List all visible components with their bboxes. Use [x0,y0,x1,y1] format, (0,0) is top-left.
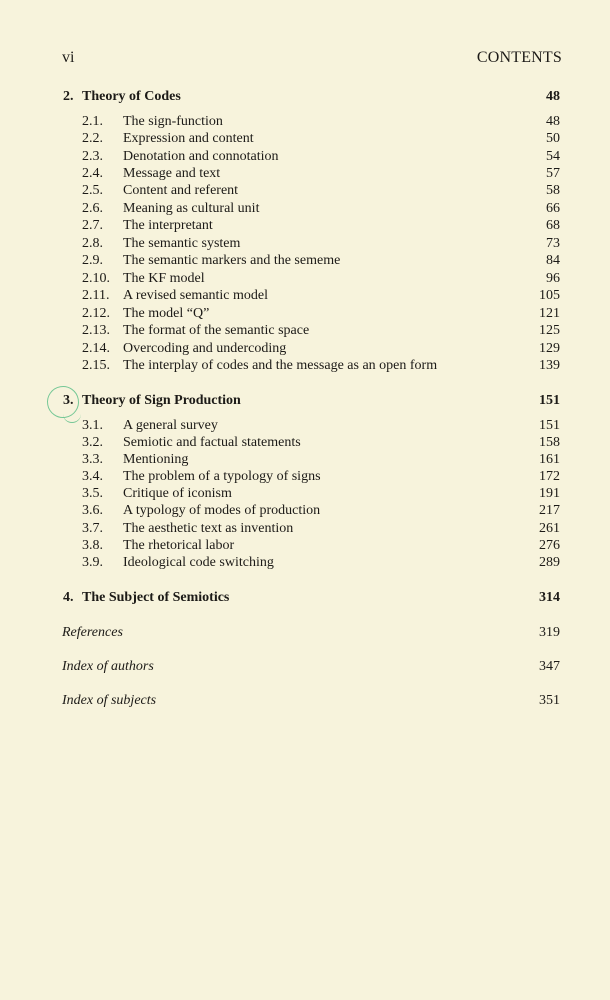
section-entry-number: 2.4. [82,166,103,181]
section-entry-title: The interplay of codes and the message as an open form [123,358,438,373]
section-entry-page: 68 [546,218,560,233]
section-entry-title: The format of the semantic space [123,323,310,338]
section-entry-page: 261 [539,521,560,536]
section-entry [0,537,610,555]
section-entry-title: The semantic system [123,236,241,251]
section-entry-page: 129 [539,341,560,356]
section-entry [0,554,610,572]
section-entry-page: 151 [539,418,560,433]
chapter-entry [0,589,610,607]
chapter-entry-page: 48 [546,89,560,104]
section-entry-page: 96 [546,271,560,286]
section-entry-number: 2.7. [82,218,103,233]
chapter-entry [0,392,610,410]
section-entry-number: 3.2. [82,435,103,450]
section-entry-number: 2.14. [82,341,110,356]
section-entry-title: Ideological code switching [123,555,274,570]
section-entry-number: 2.12. [82,306,110,321]
section-entry-page: 191 [539,486,560,501]
section-entry-number: 3.1. [82,418,103,433]
section-entry-number: 2.13. [82,323,110,338]
section-entry [0,235,610,253]
section-entry-number: 2.1. [82,114,103,129]
chapter-entry-number: 3. [63,393,74,408]
section-entry-page: 289 [539,555,560,570]
section-entry-number: 2.6. [82,201,103,216]
chapter-entry-title: Theory of Codes [82,89,181,104]
section-entry [0,322,610,340]
back-matter-entry-page: 351 [539,693,560,708]
section-entry-page: 161 [539,452,560,467]
section-entry-number: 2.9. [82,253,103,268]
section-entry-title: Message and text [123,166,221,181]
section-entry [0,340,610,358]
section-entry-number: 3.4. [82,469,103,484]
section-entry-number: 2.8. [82,236,103,251]
section-entry-title: Critique of iconism [123,486,232,501]
section-entry-page: 66 [546,201,560,216]
section-entry [0,270,610,288]
section-entry-title: The rhetorical labor [123,538,235,553]
section-entry-number: 3.5. [82,486,103,501]
section-entry-page: 54 [546,149,560,164]
section-entry [0,217,610,235]
section-entry-title: Semiotic and factual statements [123,435,301,450]
section-entry-title: The semantic markers and the sememe [123,253,341,268]
section-entry-page: 73 [546,236,560,251]
section-entry-page: 121 [539,306,560,321]
chapter-entry [0,88,610,106]
section-entry [0,182,610,200]
section-entry-number: 3.8. [82,538,103,553]
section-entry-page: 276 [539,538,560,553]
section-entry-title: The aesthetic text as invention [123,521,294,536]
section-entry-title: Denotation and connotation [123,149,279,164]
section-entry [0,451,610,469]
back-matter-entry-page: 347 [539,659,560,674]
section-entry [0,148,610,166]
section-entry-number: 3.3. [82,452,103,467]
section-entry-page: 158 [539,435,560,450]
section-entry-page: 84 [546,253,560,268]
chapter-entry-number: 2. [63,89,74,104]
running-title: CONTENTS [476,49,562,66]
section-entry-page: 57 [546,166,560,181]
back-matter-entry-title: Index of subjects [62,693,157,708]
chapter-entry-page: 151 [539,393,560,408]
section-entry-number: 2.3. [82,149,103,164]
section-entry-number: 3.7. [82,521,103,536]
back-matter-entry-title: References [62,625,123,640]
section-entry-title: Overcoding and undercoding [123,341,287,356]
section-entry [0,485,610,503]
back-matter-entry [0,658,610,676]
back-matter-entry [0,692,610,710]
section-entry-title: Mentioning [123,452,189,467]
section-entry-number: 3.9. [82,555,103,570]
section-entry-title: The KF model [123,271,205,286]
section-entry-number: 3.6. [82,503,103,518]
section-entry-title: The problem of a typology of signs [123,469,321,484]
section-entry [0,502,610,520]
back-matter-entry [0,624,610,642]
section-entry-title: The sign-function [123,114,223,129]
section-entry [0,200,610,218]
section-entry [0,357,610,375]
section-entry-title: Meaning as cultural unit [123,201,260,216]
section-entry-number: 2.5. [82,183,103,198]
page-header [62,49,562,69]
section-entry-page: 58 [546,183,560,198]
section-entry [0,520,610,538]
section-entry-page: 172 [539,469,560,484]
section-entry-page: 217 [539,503,560,518]
section-entry [0,165,610,183]
section-entry-title: A revised semantic model [123,288,269,303]
section-entry-title: Content and referent [123,183,239,198]
chapter-entry-title: The Subject of Semiotics [82,590,230,605]
section-entry-page: 125 [539,323,560,338]
section-entry-page: 139 [539,358,560,373]
section-entry [0,113,610,131]
section-entry [0,417,610,435]
back-matter-entry-title: Index of authors [62,659,154,674]
section-entry-page: 105 [539,288,560,303]
section-entry [0,434,610,452]
chapter-entry-number: 4. [63,590,74,605]
section-entry [0,305,610,323]
section-entry-title: Expression and content [123,131,254,146]
section-entry-page: 50 [546,131,560,146]
section-entry-title: The model “Q” [123,306,210,321]
section-entry-page: 48 [546,114,560,129]
section-entry-number: 2.10. [82,271,110,286]
section-entry [0,287,610,305]
section-entry-title: A general survey [123,418,218,433]
section-entry-title: A typology of modes of production [123,503,321,518]
section-entry-number: 2.15. [82,358,110,373]
section-entry [0,468,610,486]
page-number: vi [62,49,75,66]
chapter-entry-page: 314 [539,590,560,605]
section-entry [0,252,610,270]
back-matter-entry-page: 319 [539,625,560,640]
section-entry-number: 2.11. [82,288,110,303]
section-entry [0,130,610,148]
chapter-entry-title: Theory of Sign Production [82,393,241,408]
section-entry-number: 2.2. [82,131,103,146]
section-entry-title: The interpretant [123,218,213,233]
